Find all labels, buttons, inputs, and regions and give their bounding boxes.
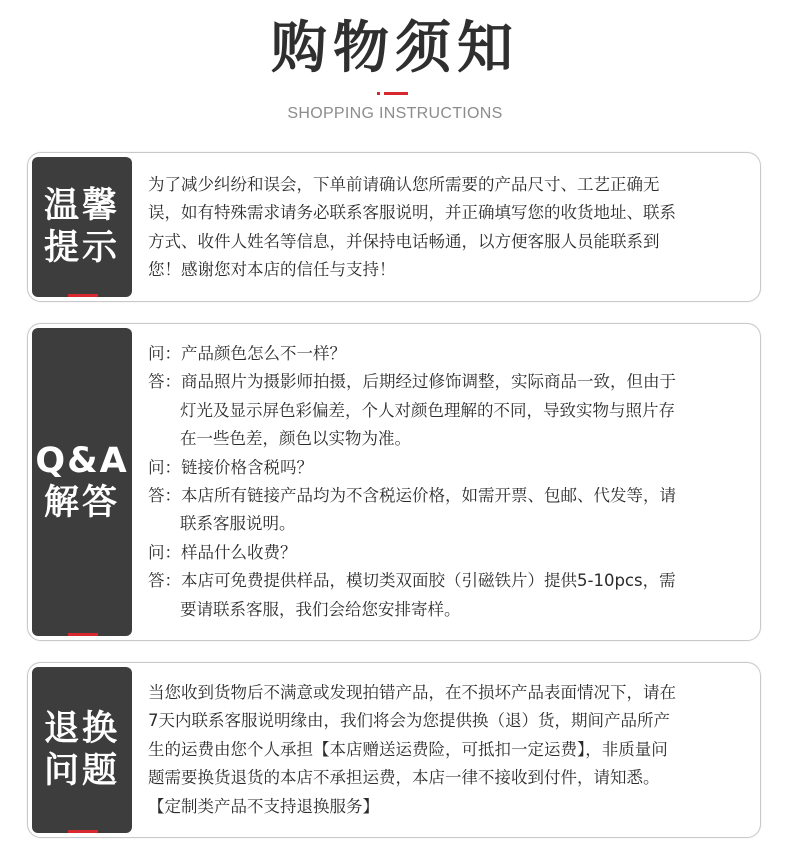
qa-panel bbox=[27, 323, 761, 641]
notice-panel bbox=[27, 152, 761, 302]
qa-answer: 答：本店所有链接产品均为不含税运价格，如需开票、包邮、代发等，请 bbox=[148, 486, 676, 506]
qa-answer-cont: 在一些色差，颜色以实物为准。 bbox=[180, 429, 411, 449]
qa-badge-line2: 解答 bbox=[43, 483, 120, 523]
qa-answer-cont: 联系客服说明。 bbox=[180, 514, 296, 534]
returns-line: 【定制类产品不支持退换服务】 bbox=[148, 796, 379, 816]
qa-answer-cont: 要请联系客服，我们会给您安排寄样。 bbox=[180, 599, 461, 619]
returns-line: 7天内联系客服说明缘由，我们将会为您提供换（退）货，期间产品所产 bbox=[148, 711, 670, 731]
qa-badge bbox=[32, 328, 132, 636]
notice-text bbox=[148, 171, 748, 285]
returns-badge-line2: 问题 bbox=[43, 751, 120, 791]
qa-text bbox=[148, 340, 748, 624]
notice-badge-line2: 提示 bbox=[43, 228, 120, 268]
returns-text bbox=[148, 679, 748, 821]
notice-badge-accent bbox=[68, 294, 98, 297]
qa-badge-line1: Q&A bbox=[35, 441, 129, 481]
notice-badge bbox=[32, 157, 132, 297]
returns-badge-accent bbox=[68, 830, 98, 833]
title-accent-dot bbox=[377, 92, 380, 95]
notice-line: 方式、收件人姓名等信息，并保持电话畅通，以方便客服人员能联系到 bbox=[148, 231, 660, 251]
notice-line: 误，如有特殊需求请务必联系客服说明，并正确填写您的收货地址、联系 bbox=[148, 203, 676, 223]
qa-question: 问：产品颜色怎么不一样？ bbox=[148, 344, 346, 363]
returns-panel bbox=[27, 662, 761, 838]
returns-badge-line1: 退换 bbox=[43, 709, 120, 749]
returns-line: 题需要换货退货的本店不承担运费，本店一律不接收到付件，请知悉。 bbox=[148, 768, 660, 788]
page-subtitle: SHOPPING INSTRUCTIONS bbox=[287, 105, 503, 122]
notice-badge-line1: 温馨 bbox=[43, 186, 120, 226]
notice-line: 您！感谢您对本店的信任与支持！ bbox=[148, 260, 396, 280]
qa-answer-cont: 灯光及显示屏色彩偏差，个人对颜色理解的不同，导致实物与照片存 bbox=[180, 400, 675, 420]
qa-question: 问：样品什么收费？ bbox=[148, 542, 297, 562]
qa-answer: 答：商品照片为摄影师拍摄，后期经过修饰调整，实际商品一致，但由于 bbox=[148, 372, 676, 392]
returns-line: 生的运费由您个人承担【本店赠送运费险，可抵扣一定运费】，非质量问 bbox=[148, 739, 668, 759]
notice-line: 为了减少纠纷和误会，下单前请确认您所需要的产品尺寸、工艺正确无 bbox=[148, 175, 660, 194]
qa-answer: 答：本店可免费提供样品，模切类双面胶（引磁铁片）提供5-10pcs，需 bbox=[148, 571, 676, 591]
qa-question: 问：链接价格含税吗？ bbox=[148, 457, 313, 477]
returns-badge bbox=[32, 667, 132, 833]
title-accent-bar bbox=[384, 92, 408, 95]
qa-badge-accent bbox=[68, 633, 98, 636]
page-title: 购物须知 bbox=[271, 16, 519, 81]
returns-line: 当您收到货物后不满意或发现拍错产品，在不损坏产品表面情况下，请在 bbox=[148, 683, 676, 702]
